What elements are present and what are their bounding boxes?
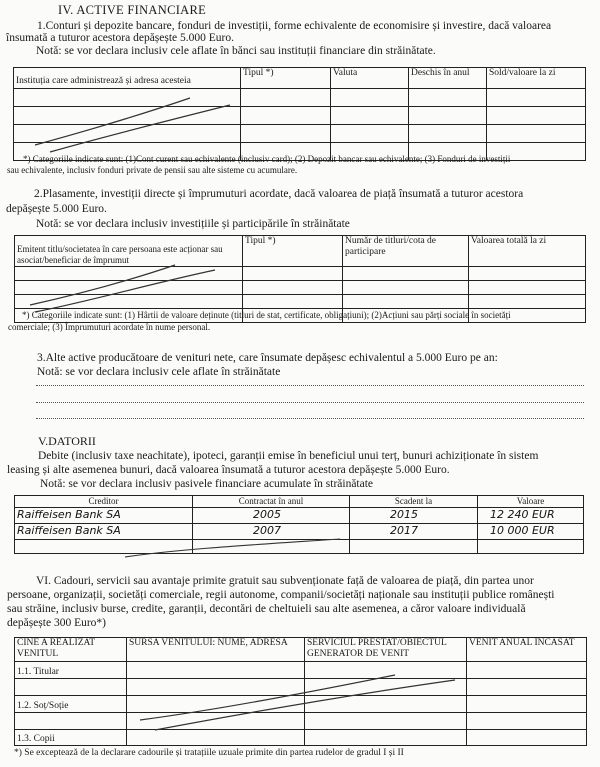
contract-year-cell: 2005 bbox=[193, 508, 350, 524]
s4-paragraph-2-line-1: 2.Plasamente, investiții directe și împrumuturi acordate, dacă valoarea de piață însumată a tuturor acestora bbox=[34, 188, 524, 200]
column-header: SERVICIUL PRESTAT/OBIECTUL GENERATOR DE VENIT bbox=[305, 638, 467, 662]
column-header: CINE A REALIZAT VENITUL bbox=[15, 638, 127, 662]
s5-paragraph-line-2: leasing și alte asemenea bunuri, dacă valoarea însumată a tuturor acestora depășește 5.000 Euro. bbox=[7, 464, 450, 476]
s4-note-1: Notă: se vor declara inclusiv cele aflate în bănci sau instituții financiare din străinătate. bbox=[36, 45, 436, 57]
column-header: Contractat în anul bbox=[193, 496, 350, 508]
column-header: VENIT ANUAL ÎNCASAT bbox=[467, 638, 587, 662]
s6-paragraph-line-3: sau străine, inclusiv burse, credite, garanții, decontări de cheltuieli sau alte asemenea, a căror valoare individuală bbox=[7, 603, 526, 615]
row-label: 1.2. Soț/Soție bbox=[15, 696, 127, 713]
column-header: Instituția care administrează și adresa acesteia bbox=[14, 68, 241, 89]
s6-paragraph-line-4: depășește 300 Euro*) bbox=[7, 617, 106, 629]
s5-note: Notă: se vor declara inclusiv pasivele financiare acumulate în străinătate bbox=[40, 478, 374, 490]
due-date-cell: 2017 bbox=[350, 524, 478, 540]
s6-footnote: *) Se exceptează de la declarare cadourile și tratațiile uzuale primite din partea rudelor de gradul I și II bbox=[14, 748, 404, 758]
column-header: Valuta bbox=[331, 68, 409, 89]
s4-footnote-2-line-1: *) Categoriile indicate sunt: (1) Hârtii de valoare deținute (titluri de stat, certificate, obligațiuni); (2)Acțiuni sau părți sociale în societăți bbox=[22, 310, 511, 320]
s6-paragraph-line-1: VI. Cadouri, servicii sau avantaje primite gratuit sau subvenționate față de valoarea de piață, din partea unor bbox=[36, 575, 534, 587]
dotted-line bbox=[36, 402, 584, 403]
s4-footnote-1-line-1: *) Categoriile indicate sunt: (1)Cont curent sau echivalente (inclusiv card); (2) Depozit bancar sau echivalente; (3) Fonduri de investiții bbox=[23, 154, 511, 164]
s4-footnote-2-line-2: comerciale; (3) Împrumuturi acordate în nume personal. bbox=[8, 322, 211, 332]
column-header: Tipul *) bbox=[241, 68, 331, 89]
section-iv-title: IV. ACTIVE FINANCIARE bbox=[58, 3, 207, 17]
dotted-line bbox=[36, 418, 584, 419]
column-header: Număr de titluri/cota de participare bbox=[343, 236, 469, 267]
s5-paragraph-line-1: Debite (inclusiv taxe neachitate), ipoteci, garanții emise în beneficiul unui terț, bunuri achiziționate în sistem bbox=[38, 450, 539, 462]
s6-paragraph-line-2: persoane, organizații, societăți comerciale, regii autonome, companii/societăți naționale sau instituții publice românești bbox=[7, 589, 555, 601]
contract-year-cell: 2007 bbox=[193, 524, 350, 540]
dotted-line bbox=[36, 385, 584, 386]
column-header: Valoare bbox=[478, 496, 584, 508]
s4-note-2: Notă: se vor declara inclusiv investițiile și participările în străinătate bbox=[36, 218, 350, 230]
s4-paragraph-2-line-2: depășește 5.000 Euro. bbox=[6, 203, 107, 215]
s4-paragraph-3: 3.Alte active producătoare de venituri nete, care însumate depășesc echivalentul a 5.000 Euro pe an: bbox=[37, 352, 498, 364]
s4-note-3: Notă: se vor declara inclusiv cele aflate în străinătate bbox=[37, 366, 281, 378]
column-header: Tipul *) bbox=[243, 236, 343, 267]
s4-footnote-1-line-2: sau echivalente, inclusiv fonduri private de pensii sau alte sisteme cu acumulare. bbox=[7, 165, 298, 175]
creditor-cell: Raiffeisen Bank SA bbox=[15, 508, 193, 524]
section-v-title: V.DATORII bbox=[38, 434, 96, 448]
s4-paragraph-1-line-1: 1.Conturi și depozite bancare, fonduri de investiții, forme echivalente de economisire și investire, dacă valoarea bbox=[37, 20, 552, 32]
due-date-cell: 2015 bbox=[350, 508, 478, 524]
strike-through-scribble bbox=[135, 665, 465, 735]
column-header: Creditor bbox=[15, 496, 193, 508]
row-label: 1.3. Copii bbox=[15, 730, 127, 746]
column-header: SURSA VENITULUI: NUME, ADRESA bbox=[127, 638, 305, 662]
strike-through-scribble bbox=[120, 537, 350, 567]
row-label: 1.1. Titular bbox=[15, 662, 127, 679]
column-header: Valoarea totală la zi bbox=[469, 236, 586, 267]
value-cell: 10 000 EUR bbox=[478, 524, 584, 540]
creditor-cell: Raiffeisen Bank SA bbox=[15, 524, 193, 540]
column-header: Emitent titlu/societatea în care persoana este acționar sau asociat/beneficiar de împrumut bbox=[15, 236, 243, 267]
strike-through-scribble bbox=[30, 90, 310, 160]
column-header: Sold/valoare la zi bbox=[487, 68, 586, 89]
value-cell: 12 240 EUR bbox=[478, 508, 584, 524]
column-header: Deschis în anul bbox=[409, 68, 487, 89]
s4-paragraph-1-line-2: însumată a tuturor acestora depășește 5.000 Euro. bbox=[6, 32, 235, 44]
table-row bbox=[15, 508, 584, 524]
column-header: Scadent la bbox=[350, 496, 478, 508]
